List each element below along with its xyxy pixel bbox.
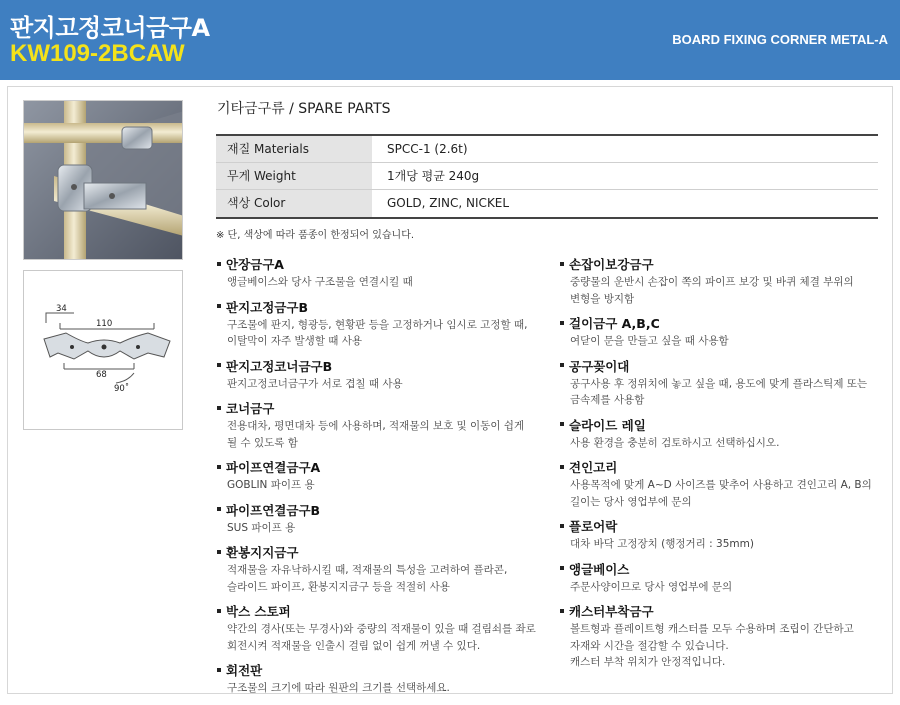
list-item	[217, 358, 557, 393]
item-title: 플로어락	[560, 518, 900, 536]
spec-value: GOLD, ZINC, NICKEL	[387, 196, 510, 210]
item-desc: 대차 바닥 고정장치 (행정거리 : 35mm)	[570, 538, 754, 550]
item-desc: 여닫이 문을 만들고 싶을 때 사용함	[570, 335, 729, 347]
item-desc: 약간의 경사(또는 무경사)와 중량의 적재물이 있을 때 걸림쇠를 좌로 회전시켜 적재물을 인출시 걸림 없이 쉽게 꺼낼 수 있다.	[227, 623, 536, 652]
spec-label: 재질 Materials	[216, 136, 372, 162]
item-title: 앵글베이스	[560, 561, 900, 579]
item-desc: 주문사양이므로 당사 영업부에 문의	[570, 580, 733, 593]
item-desc: 구조물에 판지, 형광등, 현황판 등을 고정하거나 임시로 고정할 때, 이탈막이 자주 발생할 때 사용	[227, 318, 528, 347]
item-title: 코너금구	[217, 400, 557, 418]
item-title: 견인고리	[560, 459, 900, 477]
item-title: 박스 스토퍼	[217, 603, 557, 621]
spec-value: SPCC-1 (2.6t)	[387, 142, 468, 156]
list-item	[560, 358, 900, 409]
spec-row-material	[216, 136, 878, 163]
color-note: ※ 단, 색상에 따라 품종이 한정되어 있습니다.	[216, 230, 415, 241]
list-item	[217, 299, 557, 350]
product-title: 판지고정코너금구A	[10, 14, 210, 42]
item-desc: GOBLIN 파이프 용	[227, 479, 315, 491]
list-item	[217, 544, 557, 595]
angle-label: 90˚	[114, 384, 130, 394]
item-desc: 공구사용 후 정위치에 놓고 싶을 때, 용도에 맞게 플라스틱제 또는 금속제를 사용함	[570, 377, 868, 406]
list-item	[217, 400, 557, 451]
item-title: 파이프연결금구B	[217, 502, 557, 520]
list-item	[217, 502, 557, 537]
item-title: 안장금구A	[217, 256, 557, 274]
item-title: 파이프연결금구A	[217, 459, 557, 477]
dimension-diagram	[23, 270, 183, 430]
item-title: 캐스터부착금구	[560, 603, 900, 621]
item-desc: 사용목적에 맞게 A~D 사이즈를 맞추어 사용하고 견인고리 A, B의 길이는 당사 영업부에 문의	[570, 479, 872, 508]
item-desc: 중량물의 운반시 손잡이 쪽의 파이프 보강 및 바퀴 체결 부위의 변형을 방지함	[570, 276, 854, 305]
dim-bottom-label: 68	[96, 370, 107, 380]
list-item	[560, 518, 900, 553]
list-item	[560, 459, 900, 510]
list-item	[560, 256, 900, 307]
item-desc: 사용 환경을 충분히 검토하시고 선택하십시오.	[570, 436, 780, 449]
item-title: 걸이금구 A,B,C	[560, 315, 900, 333]
list-item	[560, 315, 900, 350]
item-title: 슬라이드 레일	[560, 417, 900, 435]
item-desc: 전용대차, 평면대차 등에 사용하며, 적재물의 보호 및 이동이 쉽게 될 수 있도록 함	[227, 420, 525, 449]
list-item	[217, 662, 557, 697]
product-title-english: BOARD FIXING CORNER METAL-A	[672, 32, 888, 47]
spec-value: 1개당 평균 240g	[387, 169, 480, 183]
product-photo-illustration	[24, 101, 183, 260]
item-desc: 앵글베이스와 당사 구조물을 연결시킬 때	[227, 276, 413, 288]
product-photo	[23, 100, 183, 260]
item-title: 회전판	[217, 662, 557, 680]
item-desc: 적재물을 자유낙하시킬 때, 적재물의 특성을 고려하여 플라콘, 슬라이드 파이프, 환봉지지금구 등을 적절히 사용	[227, 564, 508, 593]
item-desc: 볼트형과 플레이트형 캐스터를 모두 수용하며 조립이 간단하고 자재와 시간을 절감할 수 있습니다. 캐스터 부착 위치가 안정적입니다.	[570, 623, 854, 668]
header-banner	[0, 0, 900, 80]
parts-list-right	[560, 256, 900, 679]
item-desc: SUS 파이프 용	[227, 521, 296, 534]
spec-row-color	[216, 190, 878, 217]
item-title: 환봉지지금구	[217, 544, 557, 562]
parts-list-left	[217, 256, 557, 705]
item-title: 판지고정코너금구B	[217, 358, 557, 376]
list-item	[217, 603, 557, 654]
list-item	[560, 417, 900, 452]
list-item	[560, 603, 900, 671]
item-title: 손잡이보강금구	[560, 256, 900, 274]
list-item	[217, 459, 557, 494]
item-title: 공구꽂이대	[560, 358, 900, 376]
item-title: 판지고정금구B	[217, 299, 557, 317]
product-code: KW109-2BCAW	[10, 40, 185, 67]
category-title: 기타금구류 / SPARE PARTS	[217, 101, 391, 117]
dimension-drawing	[24, 271, 184, 431]
spec-label: 무게 Weight	[216, 163, 372, 189]
list-item	[560, 561, 900, 596]
list-item	[217, 256, 557, 291]
item-desc: 구조물의 크기에 따라 원판의 크기를 선택하세요.	[227, 682, 450, 694]
spec-label: 색상 Color	[216, 190, 372, 217]
dim-top-label: 34	[56, 304, 67, 314]
spec-table	[216, 134, 878, 219]
item-desc: 판지고정코너금구가 서로 겹칠 때 사용	[227, 377, 403, 390]
spec-row-weight	[216, 163, 878, 190]
dim-width-label: 110	[96, 319, 113, 329]
